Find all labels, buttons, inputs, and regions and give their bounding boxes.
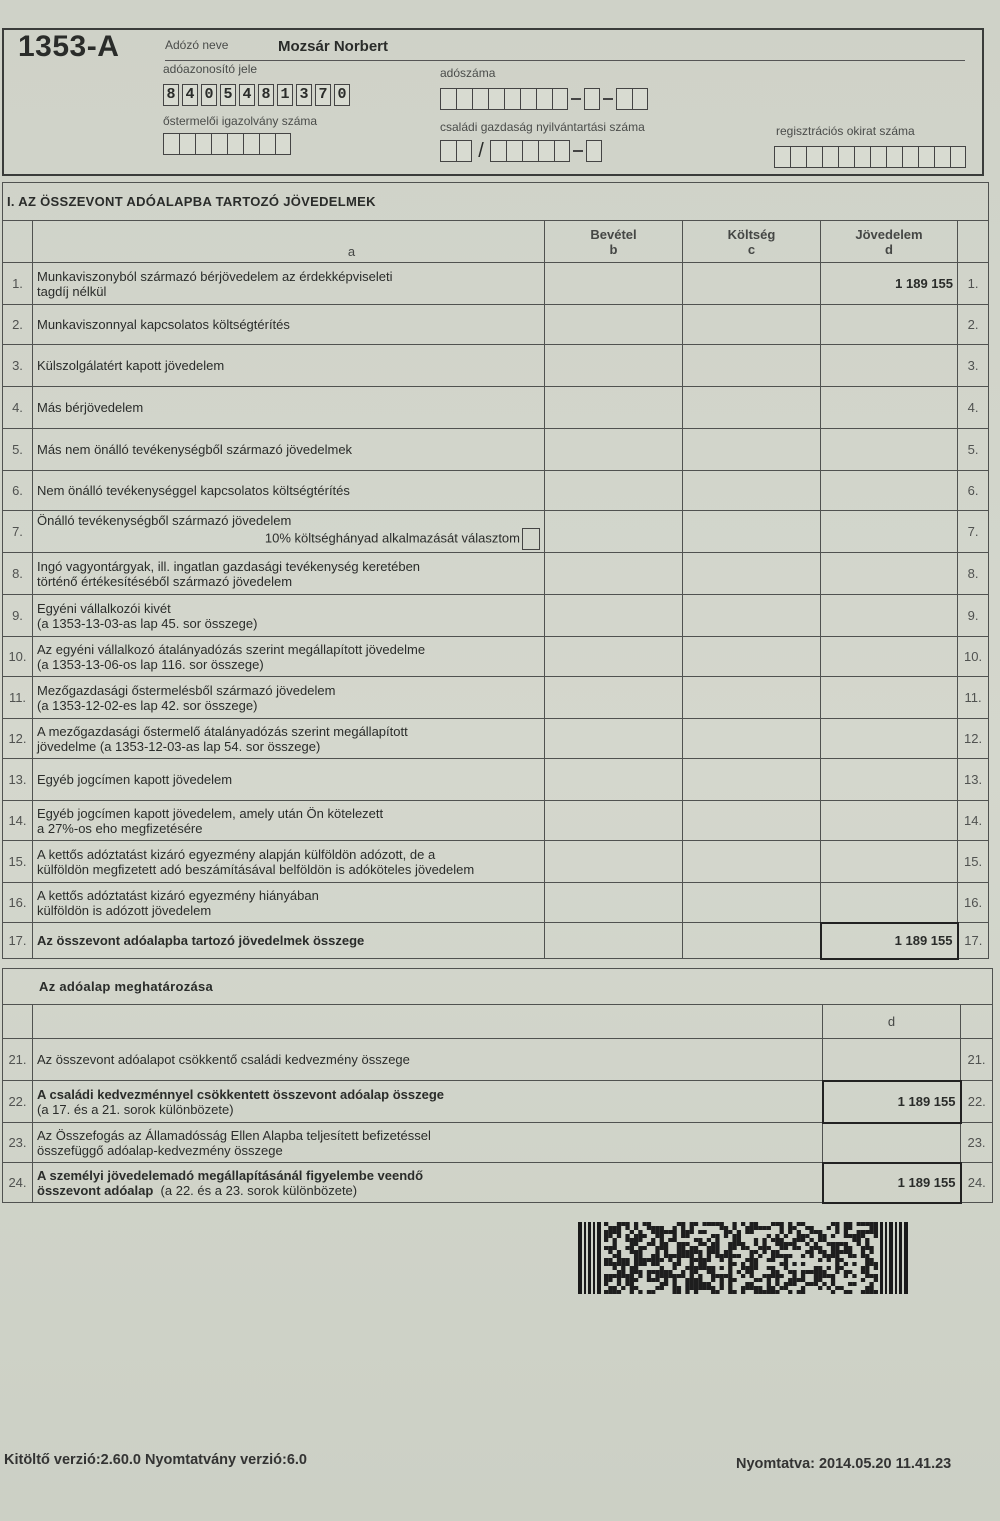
row-number-right: 24.: [961, 1163, 993, 1203]
row-option: [37, 528, 540, 550]
table-row: [3, 677, 989, 719]
table-row: [3, 759, 989, 801]
row-line1: Az összevont adóalapot csökkentő családi kedvezmény összege: [37, 1052, 410, 1067]
row-line2: jövedelme (a 1353-12-03-as lap 54. sor összege): [37, 738, 321, 754]
amount-cell: 1 189 155: [823, 1163, 961, 1203]
header-empty-num: [3, 221, 33, 263]
tax-id-digit: 7: [315, 84, 331, 106]
row-line1: Más bérjövedelem: [37, 400, 144, 415]
row-number: 22.: [3, 1081, 33, 1123]
revenue-cell: [545, 841, 683, 883]
row-description: [33, 637, 545, 677]
cost-cell: [683, 305, 821, 345]
row-line1: Munkaviszonnyal kapcsolatos költségtérítés: [37, 317, 290, 332]
row-number-right: 14.: [958, 801, 989, 841]
row-number: 12.: [3, 719, 33, 759]
income-cell: [821, 553, 958, 595]
row-line2: történő értékesítéséből származó jövedelem: [37, 573, 293, 589]
row-line1: Egyéni vállalkozói kivét: [37, 600, 171, 616]
row-line2: külföldön is adózott jövedelem: [37, 902, 212, 918]
tax-number-label: adószáma: [440, 66, 496, 80]
farmer-id-boxes: [163, 133, 294, 155]
table-row: [3, 1039, 993, 1081]
revenue-cell: [545, 883, 683, 923]
income-cell: [821, 387, 958, 429]
row-line2: (a 1353-13-06-os lap 116. sor összege): [37, 656, 264, 672]
revenue-cell: [545, 637, 683, 677]
row-description: [33, 305, 545, 345]
revenue-cell: [545, 759, 683, 801]
row-number: 2.: [3, 305, 33, 345]
table-row: [3, 841, 989, 883]
row-number-right: 17.: [958, 923, 989, 959]
family-farm-label: családi gazdaság nyilvántartási száma: [440, 120, 645, 134]
income-cell: [821, 759, 958, 801]
row-number: 4.: [3, 387, 33, 429]
income-cell: [821, 637, 958, 677]
row-description: [33, 387, 545, 429]
tax-id-digit: 5: [220, 84, 236, 106]
row-description: [33, 263, 545, 305]
row-number-right: 1.: [958, 263, 989, 305]
revenue-cell: [545, 677, 683, 719]
row-number: 6.: [3, 471, 33, 511]
row-line2: tagdíj nélkül: [37, 283, 107, 299]
row-number-right: 12.: [958, 719, 989, 759]
cost-ratio-checkbox[interactable]: [522, 528, 540, 550]
row-number-right: 10.: [958, 637, 989, 677]
revenue-cell: [545, 923, 683, 959]
table-row: [3, 883, 989, 923]
tax-base-table: [2, 968, 993, 1204]
row-number: 11.: [3, 677, 33, 719]
revenue-cell: [545, 595, 683, 637]
income-cell: [821, 429, 958, 471]
row-line1: Önálló tevékenységből származó jövedelem: [37, 513, 292, 528]
row-number-right: 8.: [958, 553, 989, 595]
revenue-cell: [545, 305, 683, 345]
table-row: [3, 719, 989, 759]
row-number: 17.: [3, 923, 33, 959]
row-line2: (a 1353-13-03-as lap 45. sor összege): [37, 615, 258, 631]
row-description: [33, 595, 545, 637]
row-line1: Az Összefogás az Államadósság Ellen Alapba teljesített befizetéssel: [37, 1127, 431, 1143]
row-description: [33, 1163, 823, 1203]
barcode: [578, 1222, 910, 1294]
table-row: [3, 345, 989, 387]
income-cell: 1 189 155: [821, 923, 958, 959]
row-line1: Munkaviszonyból származó bérjövedelem az érdekképviseleti: [37, 268, 393, 284]
cost-cell: [683, 263, 821, 305]
col-c-title: Költség: [727, 226, 776, 242]
row-line2: külföldön megfizetett adó beszámításával belföldön is adóköteles jövedelem: [37, 861, 475, 877]
income-cell: [821, 345, 958, 387]
tax-id-digit: 3: [296, 84, 312, 106]
income-cell: [821, 801, 958, 841]
taxpayer-name: Mozsár Norbert: [278, 38, 389, 55]
table-row: [3, 429, 989, 471]
cost-cell: [683, 719, 821, 759]
row-line2: [37, 1183, 818, 1198]
col-d-title: Jövedelem: [855, 226, 923, 242]
col-d-letter: d: [885, 241, 893, 257]
row-number: 23.: [3, 1123, 33, 1163]
col-d-header: [821, 221, 958, 263]
row-line1: Az összevont adóalapba tartozó jövedelmek összege: [37, 933, 365, 948]
row-number-right: 9.: [958, 595, 989, 637]
row-description: [33, 923, 545, 959]
row-description: [33, 1081, 823, 1123]
cost-cell: [683, 471, 821, 511]
income-table: [2, 182, 989, 960]
row-description: [33, 1039, 823, 1081]
col-b-title: Bevétel: [590, 226, 637, 242]
cost-cell: [683, 553, 821, 595]
row-description: [33, 677, 545, 719]
table-row: [3, 305, 989, 345]
row-line1: A személyi jövedelemadó megállapításánál figyelembe veendő: [37, 1167, 424, 1183]
row-number-right: 7.: [958, 511, 989, 553]
row-line1: Ingó vagyontárgyak, ill. ingatlan gazdasági tevékenység keretében: [37, 558, 421, 574]
header-empty-num: [3, 1005, 33, 1039]
table-row: [3, 595, 989, 637]
section2-title: Az adóalap meghatározása: [3, 969, 993, 1005]
row-number-right: 3.: [958, 345, 989, 387]
amount-cell: [823, 1123, 961, 1163]
row-description: [33, 801, 545, 841]
row-number: 1.: [3, 263, 33, 305]
revenue-cell: [545, 719, 683, 759]
col-c-letter: c: [747, 241, 756, 257]
table-row: [3, 801, 989, 841]
income-cell: [821, 883, 958, 923]
row-number-right: 15.: [958, 841, 989, 883]
row-number: 13.: [3, 759, 33, 801]
tax-id-digit: 1: [277, 84, 293, 106]
tax-id-digit: 0: [334, 84, 350, 106]
table-row: [3, 923, 989, 959]
income-cell: [821, 841, 958, 883]
header-empty-rnum: [958, 221, 989, 263]
tax-number-boxes: [440, 88, 651, 110]
cost-cell: [683, 511, 821, 553]
row-description: [33, 883, 545, 923]
income-cell: [821, 677, 958, 719]
tax-id-digit: 8: [163, 84, 179, 106]
cost-cell: [683, 841, 821, 883]
table-row: [3, 637, 989, 677]
header-empty-rnum: [961, 1005, 993, 1039]
revenue-cell: [545, 387, 683, 429]
footer-printed: Nyomtatva: 2014.05.20 11.41.23: [736, 1456, 952, 1472]
income-cell: [821, 305, 958, 345]
header-empty-desc: [33, 1005, 823, 1039]
row-line2: (a 17. és a 21. sorok különbözete): [37, 1101, 234, 1117]
registration-boxes: [774, 146, 969, 168]
row-number: 7.: [3, 511, 33, 553]
row-line1: Külszolgálatért kapott jövedelem: [37, 358, 225, 373]
table-row: [3, 471, 989, 511]
row-number-right: 6.: [958, 471, 989, 511]
row-description: [33, 345, 545, 387]
row-number-right: 21.: [961, 1039, 993, 1081]
cost-cell: [683, 883, 821, 923]
row-line1: A kettős adóztatást kizáró egyezmény hiányában: [37, 887, 319, 903]
tax-id-digit: 0: [201, 84, 217, 106]
row-number: 24.: [3, 1163, 33, 1203]
table-row: [3, 387, 989, 429]
income-cell: [821, 719, 958, 759]
revenue-cell: [545, 429, 683, 471]
revenue-cell: [545, 263, 683, 305]
farmer-id-label: őstermelői igazolvány száma: [163, 114, 318, 128]
row-line1: A családi kedvezménnyel csökkentett összevont adóalap összege: [37, 1086, 445, 1102]
row-number: 16.: [3, 883, 33, 923]
table-row: [3, 1163, 993, 1203]
revenue-cell: [545, 801, 683, 841]
cost-cell: [683, 801, 821, 841]
tax-id-label: adóazonosító jele: [163, 62, 258, 76]
cost-cell: [683, 595, 821, 637]
cost-cell: [683, 387, 821, 429]
row-number: 10.: [3, 637, 33, 677]
row-number: 8.: [3, 553, 33, 595]
revenue-cell: [545, 511, 683, 553]
row-number: 15.: [3, 841, 33, 883]
income-cell: [821, 471, 958, 511]
row-line2: összefüggő adóalap-kedvezmény összege: [37, 1142, 283, 1158]
col-d-letter: d: [823, 1005, 961, 1039]
tax-id-digit: 4: [182, 84, 198, 106]
taxpayer-name-label: Adózó neve: [165, 38, 229, 52]
row-line2: (a 1353-12-02-es lap 42. sor összege): [37, 697, 258, 713]
table-row: [3, 263, 989, 305]
row-description: [33, 1123, 823, 1163]
form-id: 1353-A: [18, 30, 120, 63]
row-description: [33, 471, 545, 511]
col-c-header: [683, 221, 821, 263]
row-number-right: 13.: [958, 759, 989, 801]
row-number-right: 22.: [961, 1081, 993, 1123]
row-description: [33, 719, 545, 759]
row-number: 5.: [3, 429, 33, 471]
row-number-right: 4.: [958, 387, 989, 429]
revenue-cell: [545, 345, 683, 387]
col-b-letter: b: [609, 241, 618, 257]
section1-title: I. AZ ÖSSZEVONT ADÓALAPBA TARTOZÓ JÖVEDELMEK: [3, 183, 989, 221]
income-cell: [821, 595, 958, 637]
row-number-right: 16.: [958, 883, 989, 923]
row-description: [33, 759, 545, 801]
row-number: 3.: [3, 345, 33, 387]
row-description: [33, 553, 545, 595]
table-row: [3, 553, 989, 595]
row-line1: A kettős adóztatást kizáró egyezmény alapján külföldön adózott, de a: [37, 846, 436, 862]
row-description: [33, 841, 545, 883]
row-line1: Egyéb jogcímen kapott jövedelem: [37, 772, 233, 787]
row-description: [33, 429, 545, 471]
row-line1: Mezőgazdasági őstermelésből származó jövedelem: [37, 682, 336, 698]
cost-cell: [683, 677, 821, 719]
registration-label: regisztrációs okirat száma: [776, 124, 915, 138]
row-line2-note: (a 22. és a 23. sorok különbözete): [160, 1182, 358, 1198]
row-line1: Más nem önálló tevékenységből származó jövedelmek: [37, 442, 353, 457]
row-line1: Egyéb jogcímen kapott jövedelem, amely után Ön kötelezett: [37, 805, 384, 821]
row-line2: 10% költséghányad alkalmazását választom: [264, 530, 520, 546]
revenue-cell: [545, 553, 683, 595]
amount-cell: 1 189 155: [823, 1081, 961, 1123]
tax-id-digit: 8: [258, 84, 274, 106]
family-farm-boxes: /: [440, 140, 605, 162]
row-number-right: 11.: [958, 677, 989, 719]
amount-cell: [823, 1039, 961, 1081]
row-line1: Nem önálló tevékenységgel kapcsolatos költségtérítés: [37, 483, 350, 498]
cost-cell: [683, 429, 821, 471]
cost-cell: [683, 345, 821, 387]
tax-id-digit: 4: [239, 84, 255, 106]
row-number-right: 23.: [961, 1123, 993, 1163]
income-cell: [821, 511, 958, 553]
row-number-right: 5.: [958, 429, 989, 471]
cost-cell: [683, 759, 821, 801]
income-cell: 1 189 155: [821, 263, 958, 305]
row-line1: Az egyéni vállalkozó átalányadózás szerint megállapított jövedelme: [37, 641, 426, 657]
row-line2: a 27%-os eho megfizetésére: [37, 820, 203, 836]
col-a-label: a: [33, 221, 545, 263]
col-b-header: [545, 221, 683, 263]
row-description: [33, 511, 545, 553]
cost-cell: [683, 637, 821, 677]
row-line2-bold: összevont adóalap: [37, 1182, 154, 1198]
row-number-right: 2.: [958, 305, 989, 345]
row-number: 14.: [3, 801, 33, 841]
revenue-cell: [545, 471, 683, 511]
footer-version: Kitöltő verzió:2.60.0 Nyomtatvány verzió:6.0: [4, 1452, 307, 1468]
cost-cell: [683, 923, 821, 959]
tax-id-boxes: [163, 84, 353, 106]
table-row: [3, 511, 989, 553]
row-number: 21.: [3, 1039, 33, 1081]
row-line1: A mezőgazdasági őstermelő átalányadózás szerint megállapított: [37, 723, 408, 739]
row-number: 9.: [3, 595, 33, 637]
table-row: [3, 1123, 993, 1163]
name-underline: [165, 60, 965, 61]
table-row: [3, 1081, 993, 1123]
